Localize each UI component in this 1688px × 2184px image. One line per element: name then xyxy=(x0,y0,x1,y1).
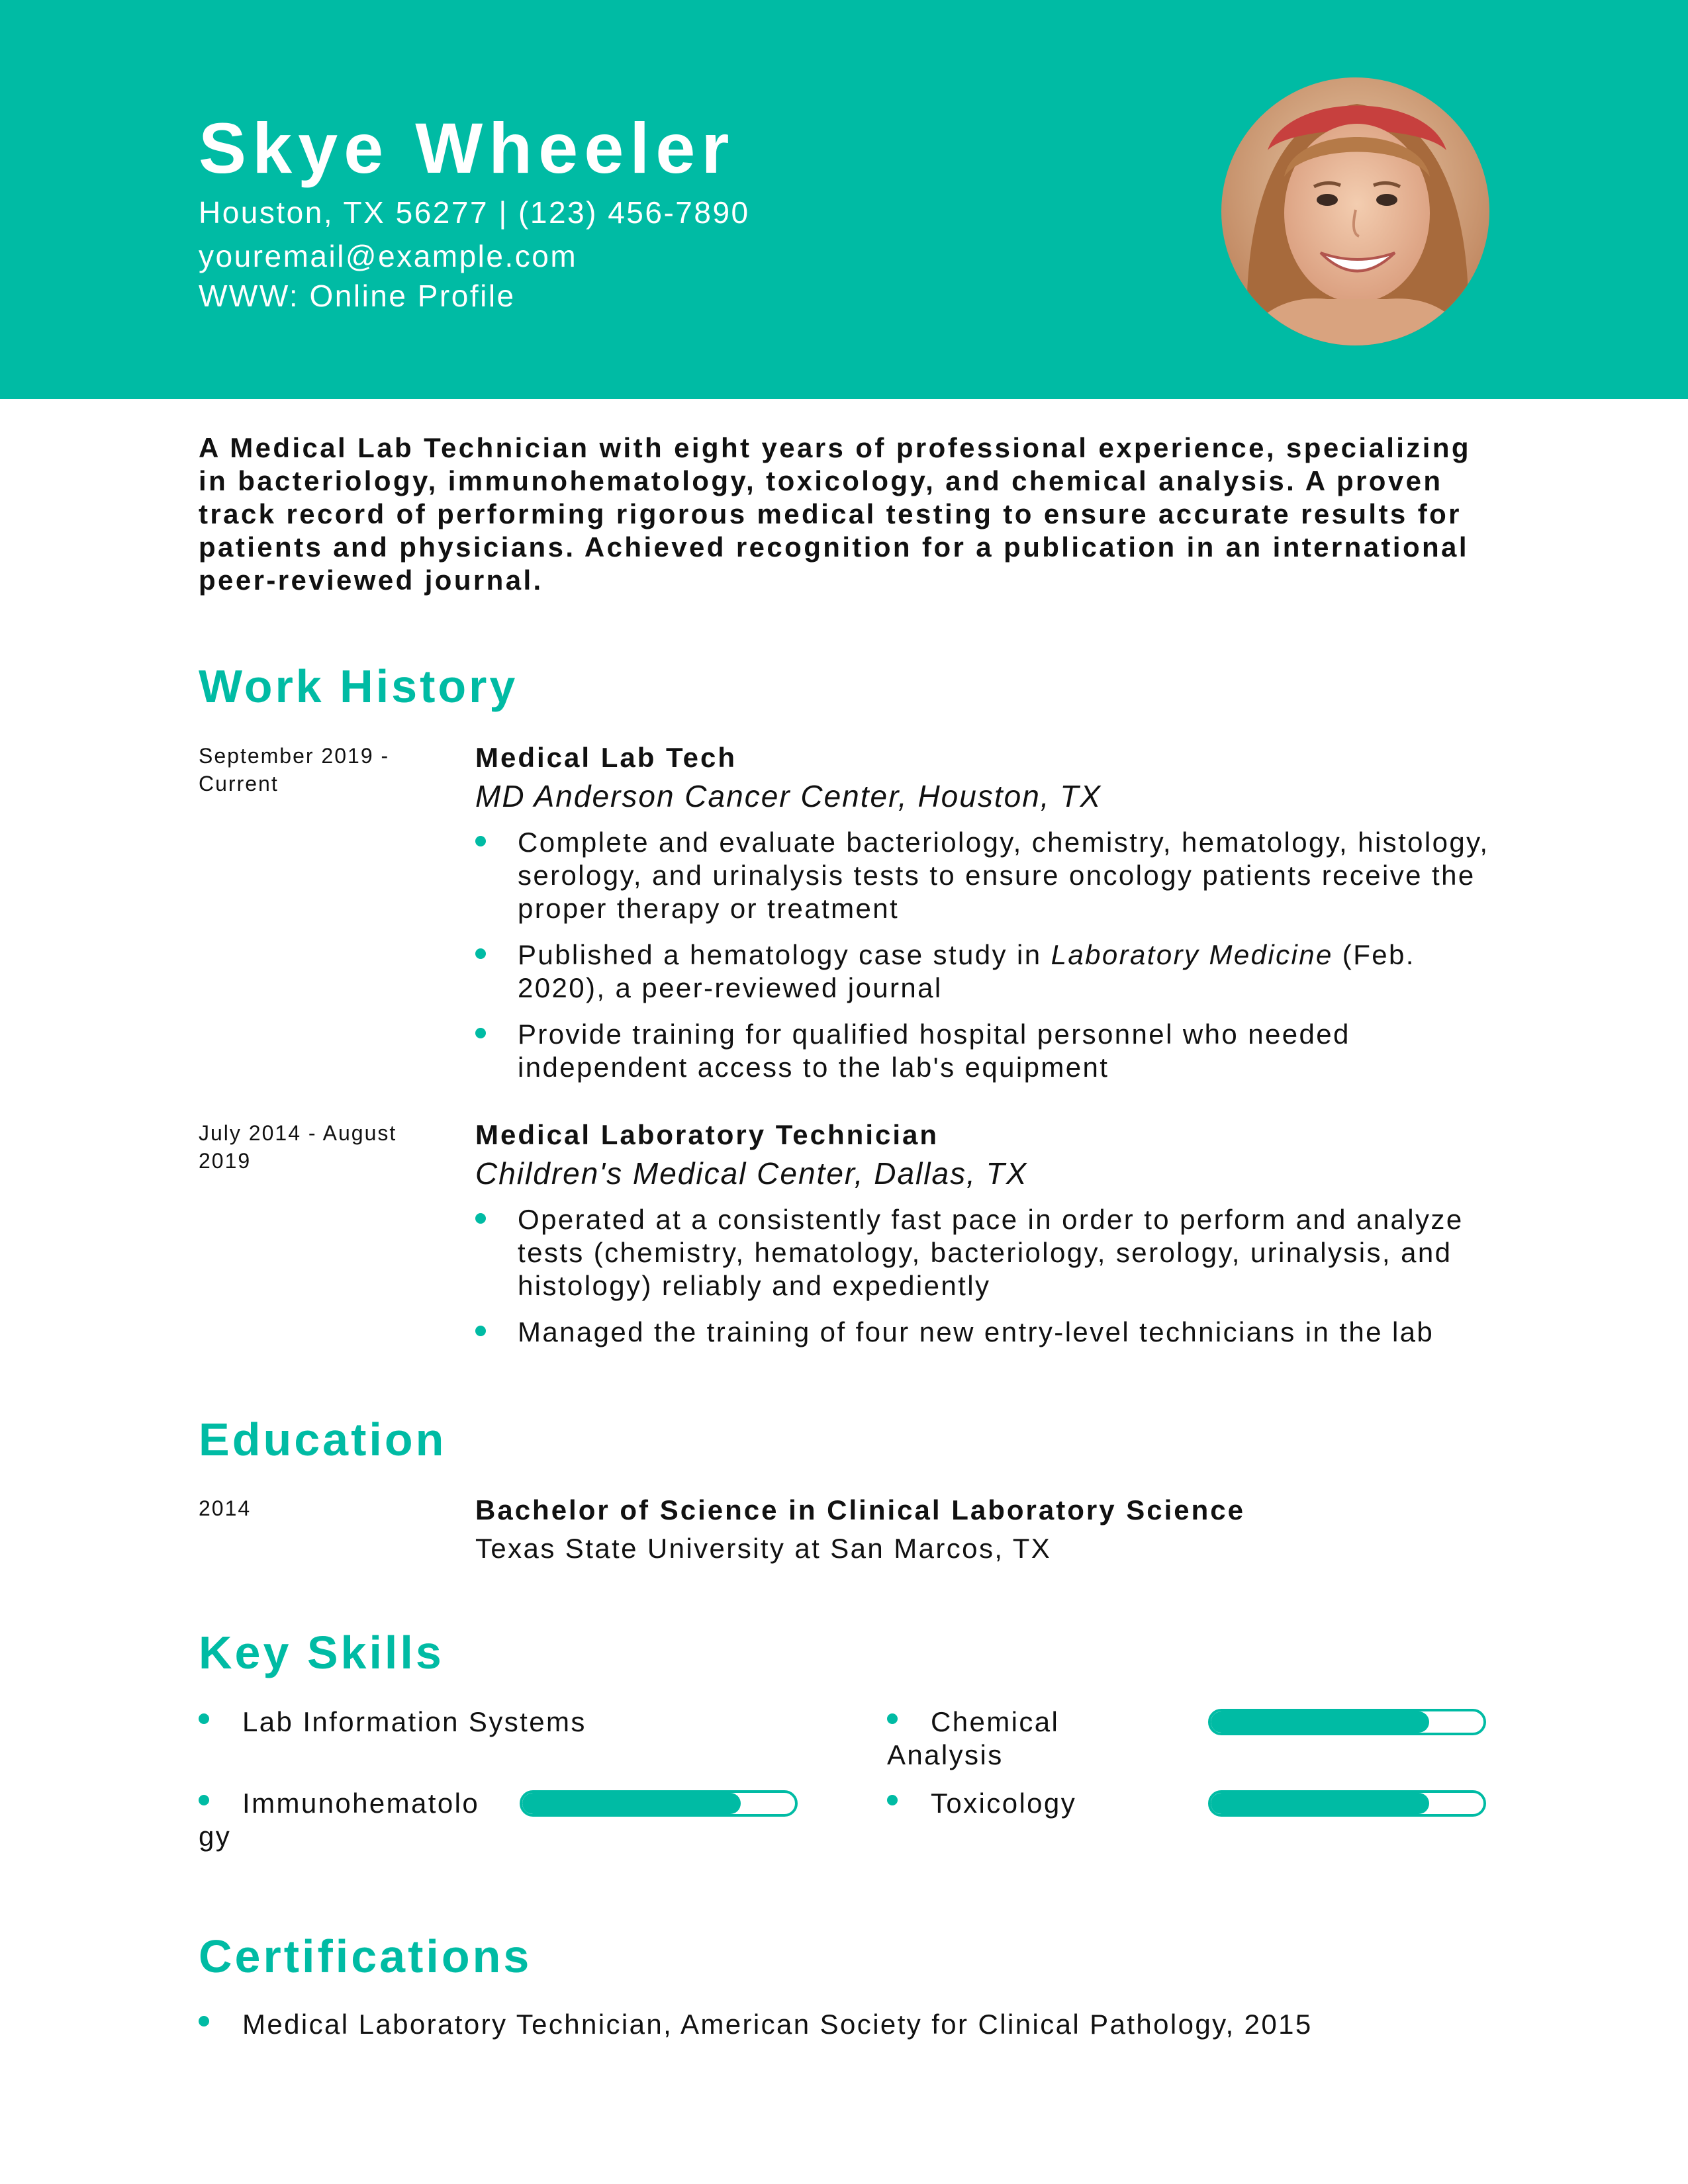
skill-level-fill xyxy=(1211,1793,1429,1814)
bullet-icon xyxy=(199,1713,209,1724)
list-item xyxy=(475,1203,1508,1302)
bullet-icon xyxy=(199,1795,209,1805)
job-2-dates: July 2014 - August 2019 xyxy=(199,1121,397,1173)
job-2-employer: Children's Medical Center, Dallas, TX xyxy=(475,1156,1028,1191)
education-school: Texas State University at San Marcos, TX xyxy=(475,1533,1052,1564)
skill-label: Chemical Analysis xyxy=(887,1706,1060,1770)
location-phone: Houston, TX 56277 | (123) 456-7890 xyxy=(199,195,750,230)
skill-item xyxy=(199,1787,483,1853)
job-1-bullets xyxy=(475,826,1508,1097)
bullet-icon xyxy=(887,1795,898,1805)
skill-level-fill xyxy=(1211,1711,1429,1733)
bullet-icon xyxy=(475,948,486,959)
section-title-key-skills: Key Skills xyxy=(199,1627,444,1678)
education-year: 2014 xyxy=(199,1496,252,1520)
bullet-icon xyxy=(475,1028,486,1038)
section-title-work-history: Work History xyxy=(199,660,518,712)
bullet-icon xyxy=(475,1213,486,1224)
bullet-icon xyxy=(887,1713,898,1724)
job-1-bullet-1: Complete and evaluate bacteriology, chemistry, hematology, histology, serology, and urinalysis tests to ensure oncology patients receive the proper therapy or treatment xyxy=(518,827,1489,924)
skill-level-bar xyxy=(1208,1709,1486,1735)
list-item xyxy=(475,1316,1508,1349)
skill-level-fill xyxy=(522,1793,741,1814)
list-item xyxy=(475,1018,1508,1084)
job-1-title: Medical Lab Tech xyxy=(475,742,737,773)
job-2-bullet-1: Operated at a consistently fast pace in order to perform and analyze tests (chemistry, hematology, bacteriology, serology, urinalysis, and histology) reliably and expediently xyxy=(518,1204,1464,1301)
job-1-employer: MD Anderson Cancer Center, Houston, TX xyxy=(475,779,1102,813)
job-2-bullets xyxy=(475,1203,1508,1362)
bullet-icon xyxy=(199,2016,209,2026)
candidate-name: Skye Wheeler xyxy=(199,108,735,188)
job-1-bullet-3: Provide training for qualified hospital personnel who needed independent access to the lab's equipment xyxy=(518,1019,1350,1083)
job-1-bullet-2: Published a hematology case study in Laboratory Medicine (Feb. 2020), a peer-reviewed journal xyxy=(518,939,1415,1003)
skill-item xyxy=(199,1706,596,1739)
skill-level-bar xyxy=(1208,1790,1486,1817)
header-banner xyxy=(0,0,1688,399)
skill-label: Lab Information Systems xyxy=(242,1706,586,1737)
bullet-icon xyxy=(475,836,486,846)
list-item xyxy=(475,826,1508,925)
skill-label: Immunohematology xyxy=(199,1788,480,1852)
certification-label: Medical Laboratory Technician, American Society for Clinical Pathology, 2015 xyxy=(242,2009,1313,2040)
education-degree: Bachelor of Science in Clinical Laboratory Science xyxy=(475,1494,1246,1525)
bullet-icon xyxy=(475,1326,486,1336)
skill-label: Toxicology xyxy=(931,1788,1077,1819)
skill-item xyxy=(887,1706,1086,1772)
job-2-title: Medical Laboratory Technician xyxy=(475,1119,939,1150)
certification-item xyxy=(199,2008,1313,2041)
professional-summary: A Medical Lab Technician with eight years of professional experience, specializing in bacteriology, immunohematology, toxicology, and chemical analysis. A proven track record of performing rigorous medical testing to ensure accurate results for patients and physicians. Achieved recognition for a publication in an international peer-reviewed journal. xyxy=(199,432,1471,596)
section-title-certifications: Certifications xyxy=(199,1931,532,1982)
profile-photo xyxy=(1221,77,1489,345)
job-1-dates: September 2019 - Current xyxy=(199,744,390,796)
email-address[interactable]: youremail@example.com xyxy=(199,239,578,273)
profile-photo-image xyxy=(1221,77,1489,345)
skill-level-bar xyxy=(520,1790,798,1817)
website-link[interactable]: WWW: Online Profile xyxy=(199,279,516,313)
journal-name: Laboratory Medicine xyxy=(1051,939,1333,970)
job-2-bullet-2: Managed the training of four new entry-level technicians in the lab xyxy=(518,1316,1434,1347)
list-item xyxy=(475,938,1508,1005)
skill-item xyxy=(887,1787,1165,1820)
section-title-education: Education xyxy=(199,1414,447,1465)
